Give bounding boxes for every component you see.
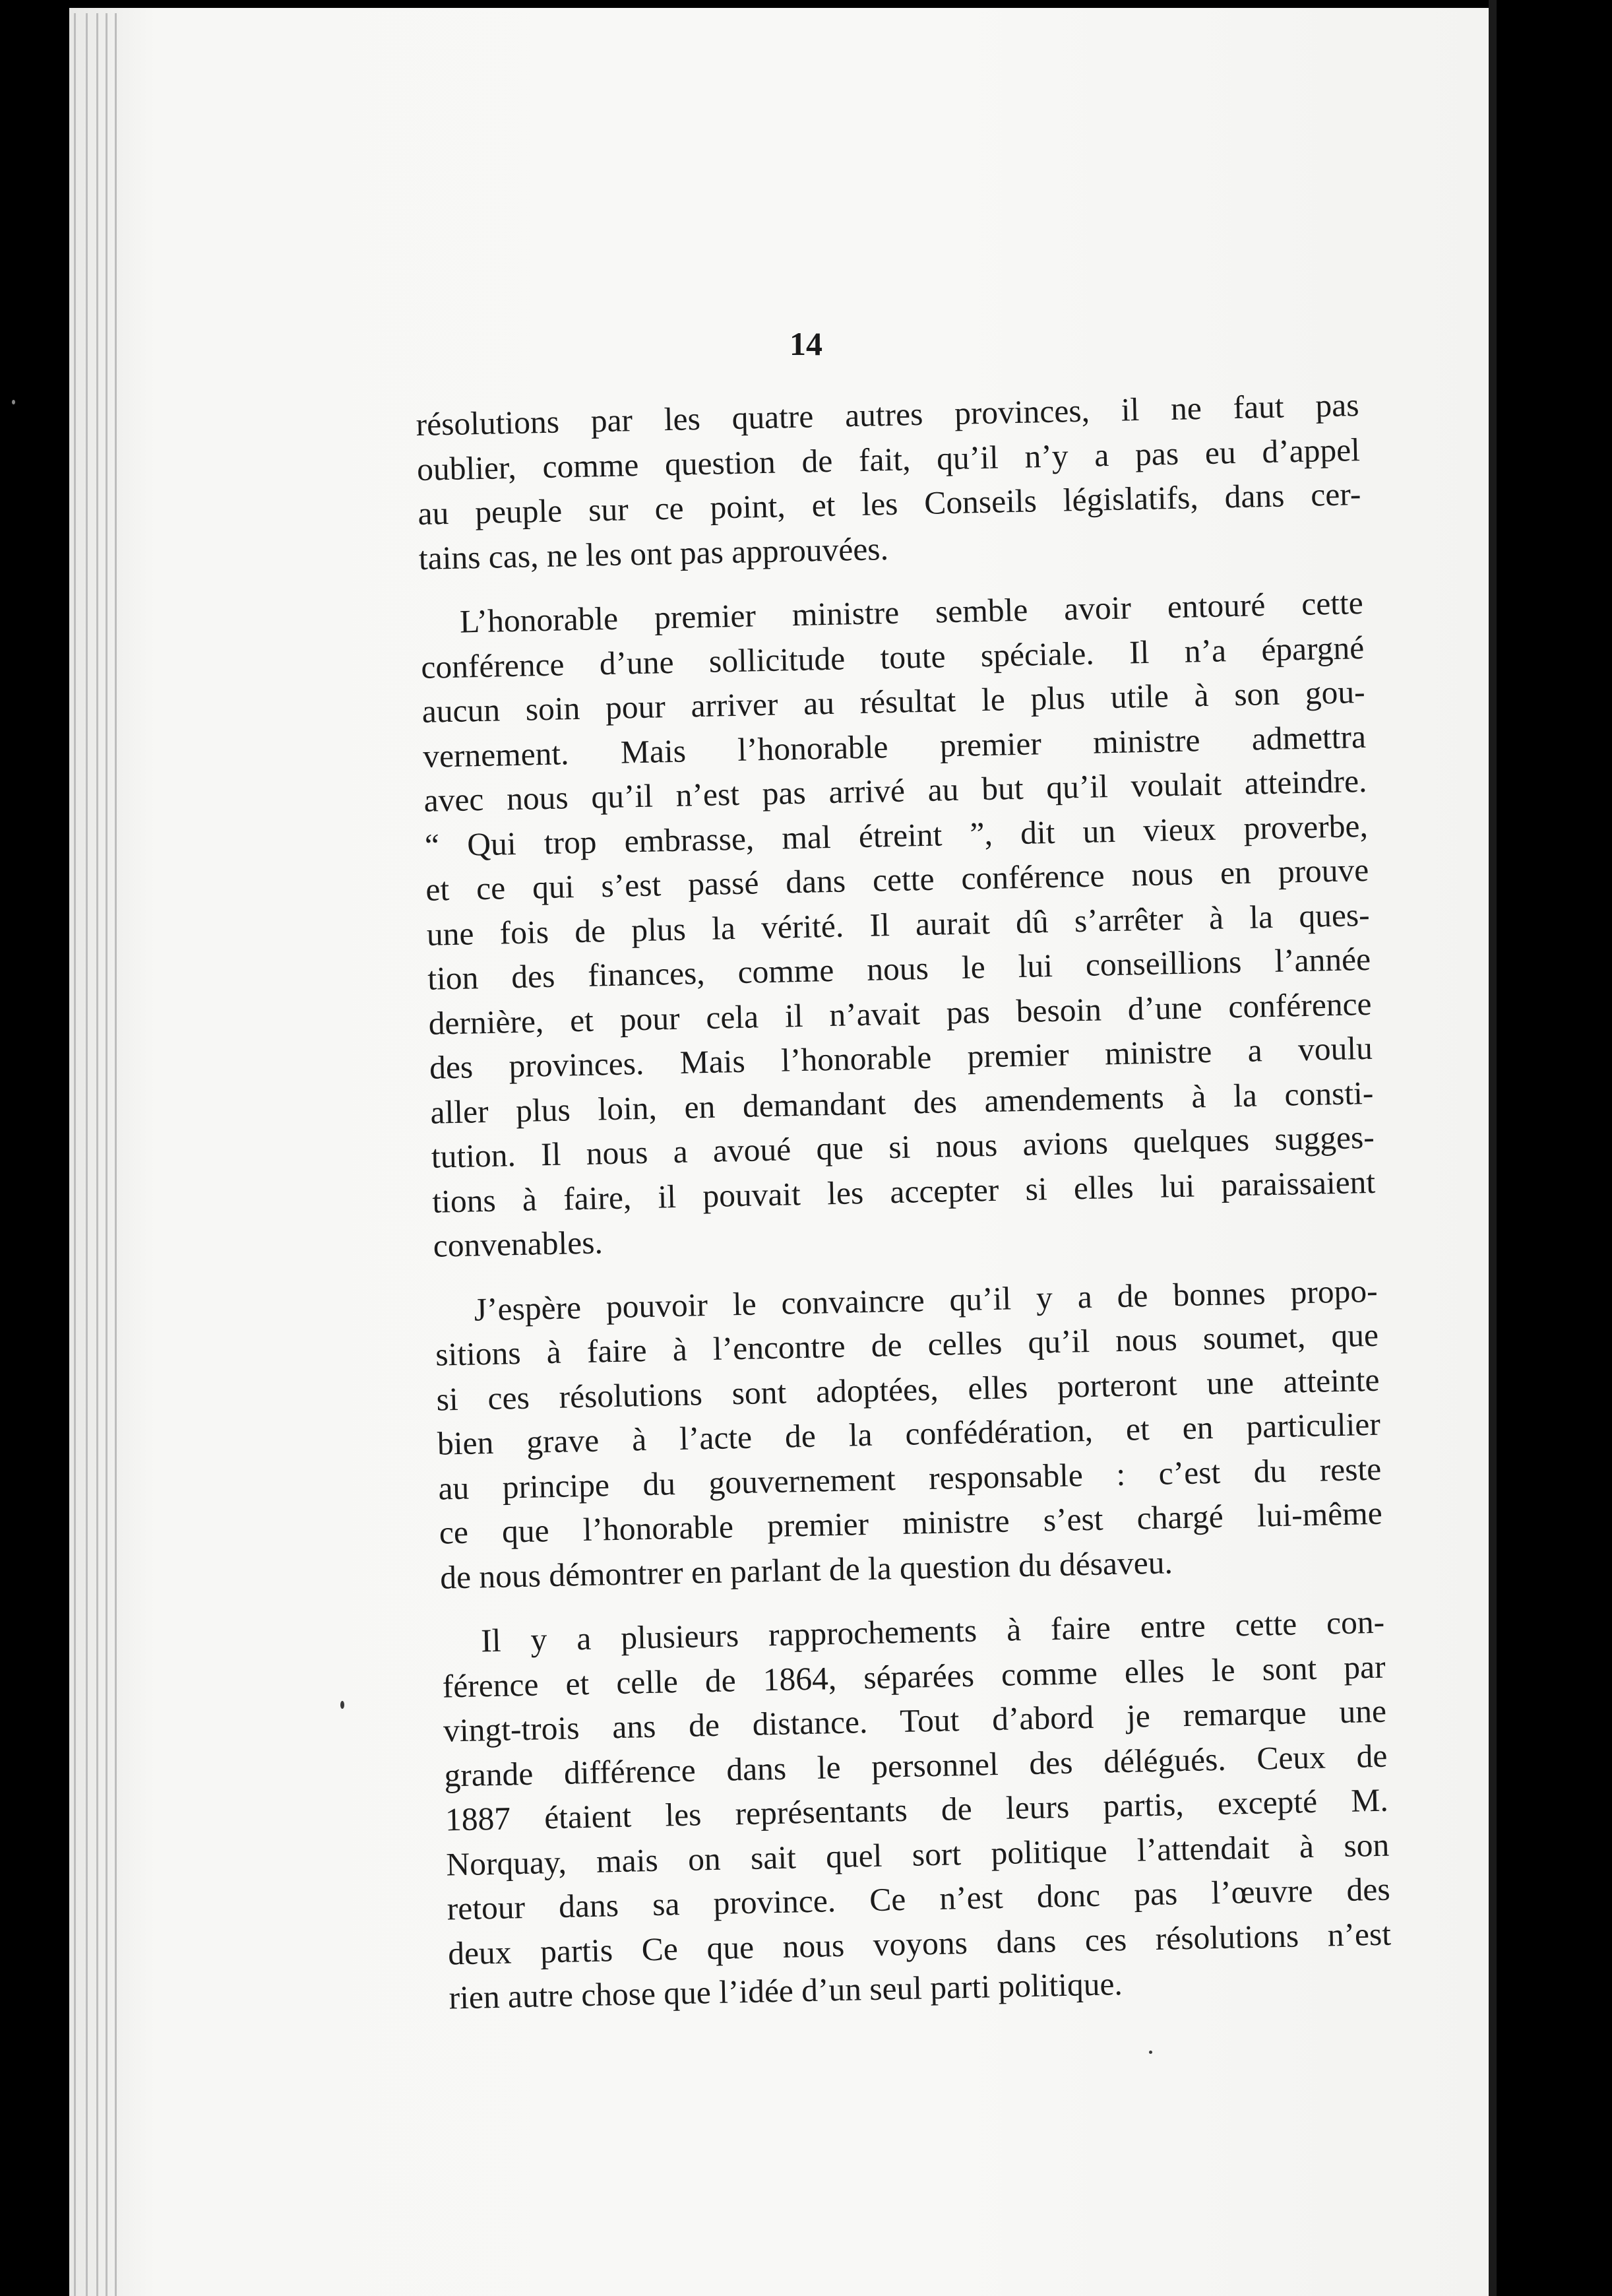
body-text (416, 383, 1393, 2040)
paragraph-2 (419, 581, 1377, 1268)
text-line: au peuple sur ce point, et les Conseils législatifs, dans cer- (417, 476, 1361, 532)
text-line: et ce qui s’est passé dans cette conférence nous en prouve (425, 851, 1369, 908)
text-line: des provinces. Mais l’honorable premier ministre a voulu (429, 1029, 1373, 1086)
scan-speck (12, 400, 15, 404)
text-line: vingt-trois ans de distance. Tout d’abord je remarque une (443, 1692, 1387, 1749)
text-line: deux partis Ce que nous voyons dans ces résolutions n’est (447, 1915, 1392, 1971)
text-line: tions à faire, il pouvait les accepter si elles lui paraissaient (431, 1163, 1376, 1220)
text-line: tion des finances, comme nous le lui conseillions l’année (427, 940, 1371, 997)
paragraph-1 (416, 383, 1362, 581)
text-line: aucun soin pour arriver au résultat le plus utile à son gou- (421, 673, 1366, 730)
text-line: L’honorable premier ministre semble avoir entouré cette (459, 584, 1364, 640)
text-line: oublier, comme question de fait, qu’il n’y a pas eu d’appel (416, 431, 1361, 488)
paragraph-4 (441, 1600, 1392, 2020)
text-line: Norquay, mais on sait quel sort politique l’attendait à son (445, 1826, 1390, 1883)
text-line: au principe du gouvernement responsable : c’est du reste (437, 1450, 1382, 1507)
text-line: dernière, et pour cela il n’avait pas besoin d’une conférence (428, 985, 1372, 1042)
page-number: 14 (790, 325, 822, 362)
text-line: avec nous qu’il n’est pas arrivé au but qu’il voulait atteindre. (423, 762, 1367, 819)
text-line: convenables. (433, 1224, 604, 1264)
text-line: tution. Il nous a avoué que si nous avions quelques sugges- (431, 1118, 1375, 1175)
text-line: si ces résolutions sont adoptées, elles porteront une atteinte (436, 1361, 1380, 1418)
text-line: Il y a plusieurs rapprochements à faire entre cette con- (480, 1603, 1385, 1659)
text-line: retour dans sa province. Ce n’est donc pas l’œuvre des (447, 1870, 1391, 1927)
text-line: J’espère pouvoir le convaincre qu’il y a de bonnes propo- (474, 1272, 1379, 1327)
text-line: aller plus loin, en demandant des amendements à la consti- (429, 1074, 1374, 1131)
scan-speck (1149, 2051, 1152, 2054)
text-line: résolutions par les quatre autres provinces, il ne faut pas (416, 387, 1359, 443)
scan-speck (340, 1701, 344, 1709)
text-line: grande différence dans le personnel des délégués. Ceux de (444, 1737, 1388, 1794)
text-line: une fois de plus la vérité. Il aurait dû s’arrêter à la ques- (426, 896, 1371, 953)
text-line: bien grave à l’acte de la confédération, et en particulier (437, 1405, 1381, 1462)
text-line: férence et celle de 1864, séparées comme elles le sont par (442, 1648, 1386, 1705)
text-line: ce que l’honorable premier ministre s’est chargé lui-même (439, 1494, 1383, 1551)
text-line: 1887 étaient les représentants de leurs partis, excepté M. (445, 1781, 1389, 1838)
text-line: “ Qui trop embrasse, mal étreint ”, dit un vieux proverbe, (424, 807, 1369, 864)
text-line: sitions à faire à l’encontre de celles qu’il nous soumet, que (435, 1316, 1379, 1373)
text-line: vernement. Mais l’honorable premier ministre admettra (422, 718, 1367, 775)
text-line: de nous démontrer en parlant de la question du désaveu. (439, 1543, 1173, 1596)
text-line: rien autre chose que l’idée d’un seul parti politique. (449, 1965, 1123, 2016)
text-line: conférence d’une sollicitude toute spéciale. Il n’a épargné (420, 629, 1365, 686)
text-line: tains cas, ne les ont pas approuvées. (418, 530, 889, 577)
paragraph-3 (434, 1268, 1384, 1599)
